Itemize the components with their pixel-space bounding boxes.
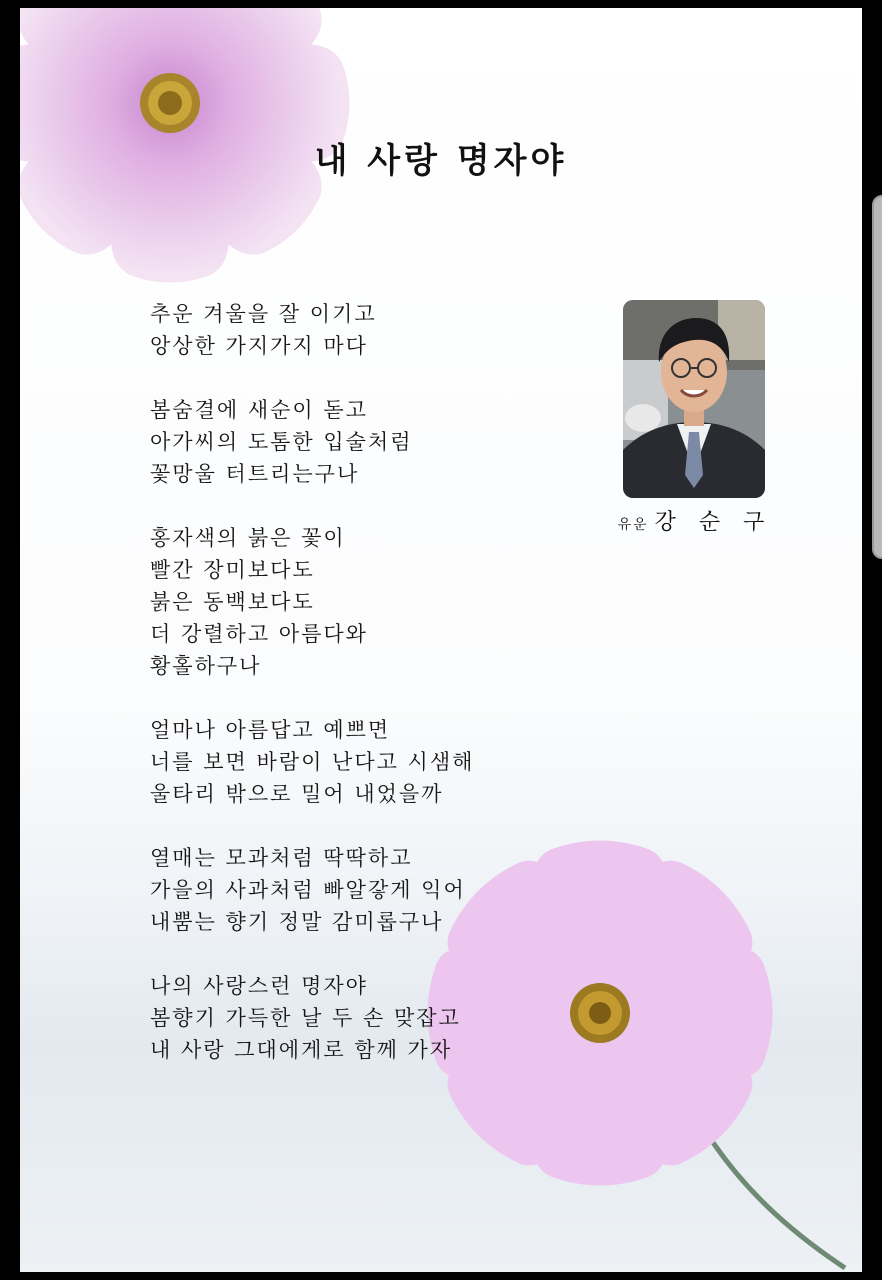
poem-stanza bbox=[150, 298, 474, 362]
poem-stanza bbox=[150, 394, 474, 490]
poem-line: 얼마나 아름답고 예쁘면 bbox=[150, 718, 391, 742]
poem-stanza bbox=[150, 522, 474, 682]
poem-title: 내 사랑 명자야 bbox=[314, 141, 568, 181]
poem-line: 꽃망울 터트리는구나 bbox=[150, 462, 360, 486]
poem-stanza bbox=[150, 970, 474, 1066]
side-panel-handle[interactable] bbox=[872, 195, 882, 559]
author-name: 강 순 구 bbox=[654, 510, 773, 535]
poem-line: 가을의 사과처럼 빠알갛게 익어 bbox=[150, 878, 466, 902]
poem-stanza bbox=[150, 714, 474, 810]
poem-line: 홍자색의 붉은 꽃이 bbox=[150, 526, 346, 550]
poem-line: 내 사랑 그대에게로 함께 가자 bbox=[150, 1038, 453, 1062]
poem-line: 빨간 장미보다도 bbox=[150, 558, 315, 582]
poem-stanza bbox=[150, 842, 474, 938]
poem-line: 너를 보면 바람이 난다고 시샘해 bbox=[150, 750, 475, 774]
author-credit bbox=[615, 505, 775, 536]
poem-line: 나의 사랑스런 명자야 bbox=[150, 974, 368, 998]
author-pen-name: 유운 bbox=[617, 517, 649, 533]
poem-line: 봄숨결에 새순이 돋고 bbox=[150, 398, 368, 422]
poem-line: 더 강렬하고 아름다와 bbox=[150, 622, 368, 646]
poem-line: 내뿜는 향기 정말 감미롭구나 bbox=[150, 910, 444, 934]
poem-line: 붉은 동백보다도 bbox=[150, 590, 315, 614]
poem-line: 아가씨의 도톰한 입술처럼 bbox=[150, 430, 413, 454]
cosmos-flower-bottom-image bbox=[420, 838, 862, 1272]
author-photo bbox=[623, 300, 765, 498]
poem-line: 봄향기 가득한 날 두 손 맞잡고 bbox=[150, 1006, 461, 1030]
poem-line: 앙상한 가지가지 마다 bbox=[150, 334, 368, 358]
poem-line: 울타리 밖으로 밀어 내었을까 bbox=[150, 782, 444, 806]
poem-page bbox=[20, 8, 862, 1272]
poem-line: 황홀하구나 bbox=[150, 654, 262, 678]
poem-line: 추운 겨울을 잘 이기고 bbox=[150, 302, 377, 326]
poem-body bbox=[150, 298, 474, 1098]
poem-line: 열매는 모과처럼 딱딱하고 bbox=[150, 846, 413, 870]
